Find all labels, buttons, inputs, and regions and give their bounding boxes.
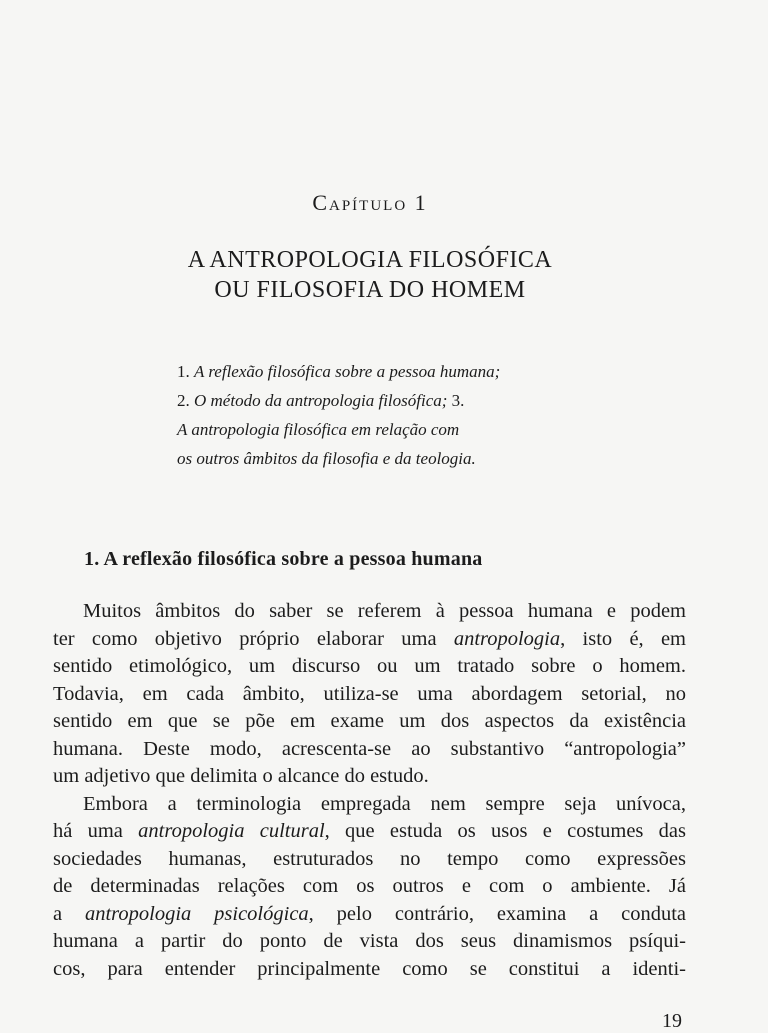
summary-line [177, 415, 561, 444]
summary-line [177, 386, 561, 415]
text-line: a antropologia psicológica, pelo contrário, examina a conduta [53, 902, 686, 925]
summary-text: os outros âmbitos da filosofia e da teologia. [177, 449, 476, 468]
text-line: ter como objetivo próprio elaborar uma antropologia, isto é, em [53, 627, 686, 650]
chapter-title-line-2: OU FILOSOFIA DO HOMEM [214, 277, 526, 303]
summary-text: O método da antropologia filosófica; [194, 391, 448, 410]
chapter-title-line-1: A ANTROPOLOGIA FILOSÓFICA [187, 247, 553, 273]
paragraph-1 [53, 598, 686, 791]
text-line: um adjetivo que delimita o alcance do estudo. [53, 765, 429, 787]
text-line: humana. Deste modo, acrescenta-se ao substantivo “antropologia” [53, 737, 686, 760]
summary-line [177, 444, 561, 473]
text-line: Todavia, em cada âmbito, utiliza-se uma abordagem setorial, no [53, 682, 686, 705]
summary-number: 3. [447, 391, 465, 410]
chapter-title [0, 245, 740, 305]
chapter-summary [177, 357, 561, 473]
text-line: de determinadas relações com os outros e com o ambiente. Já [53, 875, 686, 897]
text-line: sentido etimológico, um discurso ou um tratado sobre o homem. [53, 655, 686, 677]
page-number: 19 [662, 1010, 682, 1032]
summary-text: A antropologia filosófica em relação com [177, 420, 460, 439]
body-text [53, 598, 686, 983]
summary-number: 2. [177, 391, 194, 410]
text-line: Muitos âmbitos do saber se referem à pessoa humana e podem [83, 600, 686, 622]
paragraph-2 [53, 791, 686, 984]
text-line: sentido em que se põe em exame um dos aspectos da existência [53, 710, 686, 732]
summary-number: 1. [177, 362, 194, 381]
text-line: cos, para entender principalmente como se constitui a identi- [53, 957, 686, 980]
section-heading: 1. A reflexão filosófica sobre a pessoa humana [84, 548, 483, 570]
text-line: humana a partir do ponto de vista dos seus dinamismos psíqui- [53, 930, 686, 952]
summary-line [177, 357, 561, 386]
summary-text: A reflexão filosófica sobre a pessoa humana; [194, 362, 501, 381]
chapter-label: Capítulo 1 [312, 190, 428, 215]
text-line: sociedades humanas, estruturados no tempo como expressões [53, 847, 686, 870]
text-line: Embora a terminologia empregada nem sempre seja unívoca, [83, 792, 686, 815]
text-line: há uma antropologia cultural, que estuda os usos e costumes das [53, 820, 686, 842]
